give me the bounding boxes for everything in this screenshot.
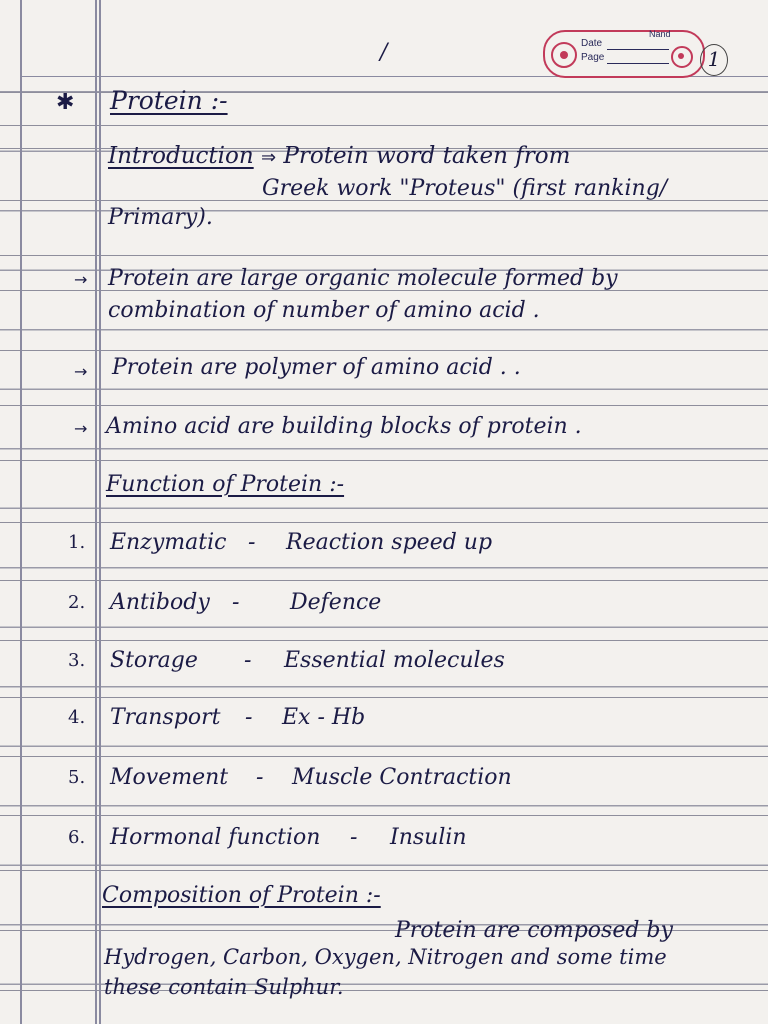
function-item-dash: -	[256, 765, 264, 790]
ruled-line	[0, 405, 768, 406]
introduction-heading: Introduction	[108, 143, 254, 169]
function-item-number: 4.	[68, 707, 86, 728]
function-item-name: Enzymatic	[110, 530, 227, 555]
page-circle-number: 1	[700, 44, 728, 76]
ruled-line	[0, 697, 768, 698]
function-item-number: 6.	[68, 827, 86, 848]
composition-heading: Composition of Protein :-	[102, 883, 381, 908]
arrow-bullet-icon: →	[74, 270, 88, 289]
function-item-description: Defence	[290, 590, 382, 615]
stamp-page-label: Page	[581, 52, 605, 63]
function-item-dash: -	[248, 530, 256, 555]
introduction-line-3: Primary).	[108, 205, 213, 230]
composition-line-3: these contain Sulphur.	[104, 975, 344, 999]
point-1-line-1: Protein are large organic molecule formed by	[108, 266, 618, 291]
point-1-line-2: combination of number of amino acid .	[108, 298, 540, 323]
introduction-line-1: Protein word taken from	[283, 143, 571, 169]
function-item-name: Hormonal function	[110, 825, 321, 850]
ruled-line	[0, 350, 768, 351]
ruled-line	[0, 125, 768, 126]
left-margin-line	[20, 0, 22, 1024]
ruled-line	[0, 756, 768, 757]
star-bullet-icon: ✱	[56, 90, 75, 115]
function-item-description: Muscle Contraction	[292, 765, 512, 790]
margin-line-inner	[99, 0, 101, 1024]
function-item-description: Essential molecules	[284, 648, 505, 673]
stamp-left-circle-icon	[551, 42, 577, 68]
ruled-line	[0, 815, 768, 816]
function-item-number: 1.	[68, 532, 86, 553]
stamp-date-label: Date	[581, 38, 603, 49]
date-page-stamp	[543, 30, 705, 78]
ruled-line	[0, 255, 768, 256]
function-item-dash: -	[350, 825, 358, 850]
function-item-number: 3.	[68, 650, 86, 671]
function-item-dash: -	[244, 648, 252, 673]
page-title: Protein :-	[110, 86, 228, 115]
composition-line-2: Hydrogen, Carbon, Oxygen, Nitrogen and some time	[104, 945, 667, 969]
arrow-bullet-icon: →	[74, 362, 88, 381]
composition-line-1: Protein are composed by	[395, 918, 673, 943]
function-item-dash: -	[232, 590, 240, 615]
function-item-number: 5.	[68, 767, 86, 788]
margin-line-outer	[95, 0, 97, 1024]
function-item-description: Ex - Hb	[282, 705, 366, 730]
ruled-line	[0, 870, 768, 871]
function-item-name: Antibody	[110, 590, 210, 615]
function-item-dash: -	[245, 705, 253, 730]
introduction-line-2: Greek work "Proteus" (first ranking/	[262, 176, 668, 201]
double-arrow-icon: ⇒	[260, 147, 277, 168]
arrow-bullet-icon: →	[74, 419, 88, 438]
function-item-description: Reaction speed up	[286, 530, 493, 555]
ruled-line	[0, 522, 768, 523]
stamp-right-circle-icon	[671, 46, 693, 68]
ruled-line	[0, 640, 768, 641]
function-item-description: Insulin	[390, 825, 467, 850]
function-item-number: 2.	[68, 592, 86, 613]
page-number-top: /	[380, 40, 388, 65]
function-heading: Function of Protein :-	[106, 472, 345, 497]
function-item-name: Movement	[110, 765, 229, 790]
function-item-name: Storage	[110, 648, 198, 673]
point-3-line-1: Amino acid are building blocks of protein .	[106, 414, 582, 439]
function-item-name: Transport	[110, 705, 221, 730]
stamp-brand: Nand	[649, 29, 671, 39]
ruled-line	[0, 580, 768, 581]
point-2-line-1: Protein are polymer of amino acid . .	[112, 355, 521, 380]
ruled-line	[0, 460, 768, 461]
